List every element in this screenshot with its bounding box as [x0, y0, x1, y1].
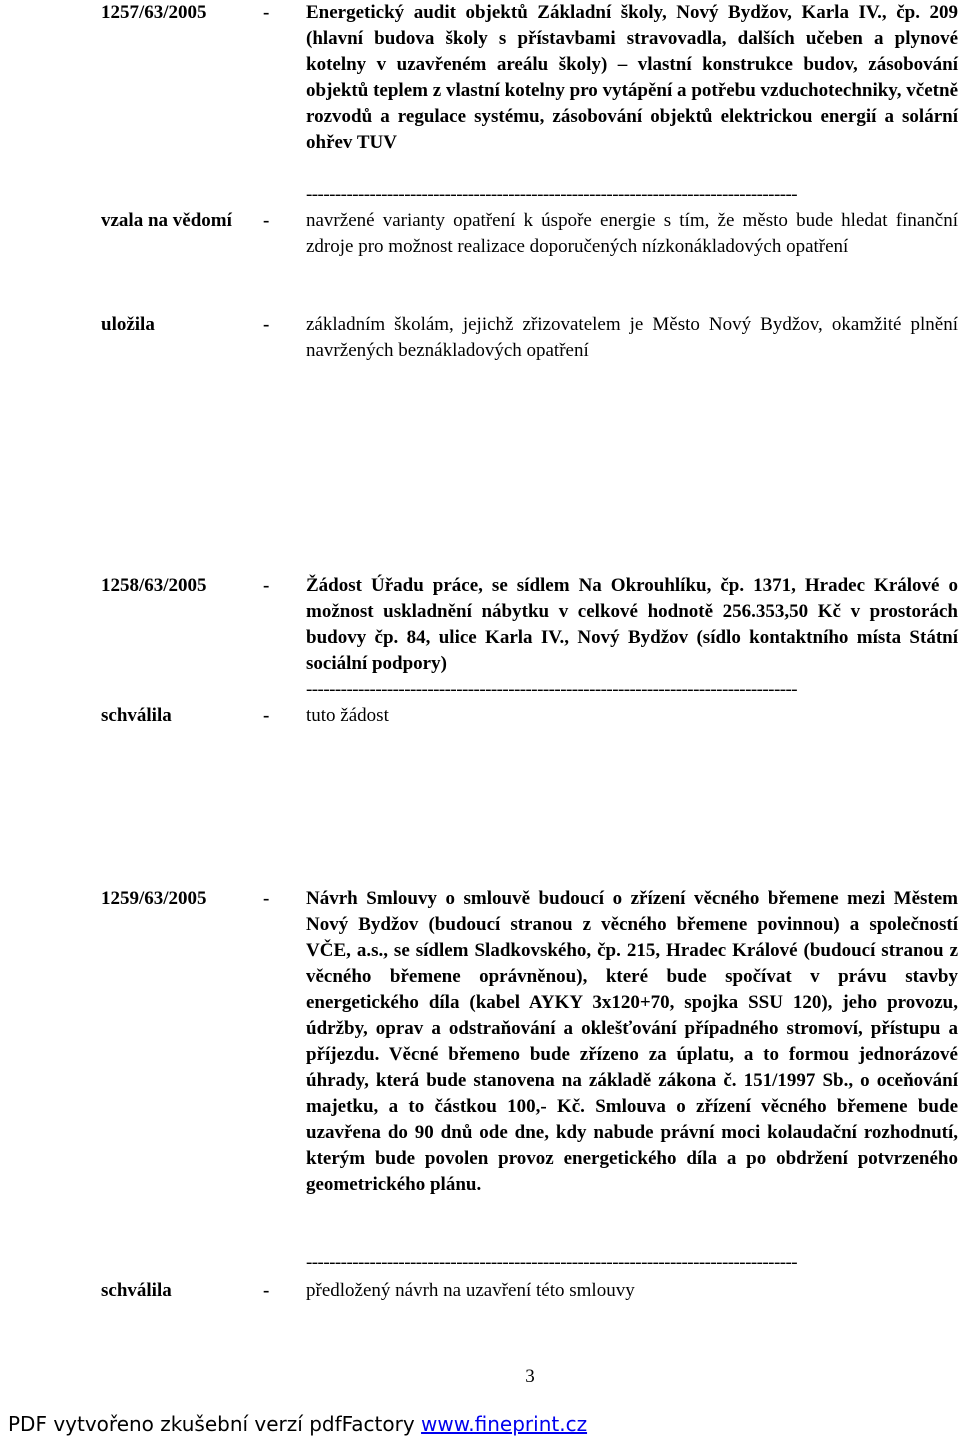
resolution-verb: uložila [101, 314, 155, 335]
entry-dash: - [263, 2, 270, 23]
entry-subject: Energetický audit objektů Základní školy, Nový Bydžov, Karla IV., čp. 209 (hlavní budova školy s přístavbami stravovadla, dalších učeben a plynové kotelny v uzavřeném areálu školy) – vlastní konstrukce budov, zásobování objektů teplem z vlastní kotelny pro vytápění a potřebu vzduchotechniky, včetně rozvodů a regulace systému, zásobování objektů elektrickou energií a solární ohřev TUV [306, 2, 958, 153]
separator-line: ------------------------------------------------------------------------------------- [306, 184, 798, 205]
entry-number: 1257/63/2005 [101, 2, 207, 23]
resolution-text: navržené varianty opatření k úspoře energie s tím, že město bude hledat finanční zdroje pro možnost realizace doporučených nízkonákladových opatření [306, 210, 958, 257]
resolution-dash: - [263, 314, 270, 335]
footer-text: PDF vytvořeno zkušební verzí pdfFactory [8, 1412, 422, 1436]
resolution-verb: schválila [101, 1280, 172, 1301]
resolution-text: tuto žádost [306, 705, 389, 726]
separator-line: ------------------------------------------------------------------------------------- [306, 1252, 798, 1273]
separator-line: ------------------------------------------------------------------------------------- [306, 679, 798, 700]
entry-number: 1259/63/2005 [101, 888, 207, 909]
entry-subject: Návrh Smlouvy o smlouvě budoucí o zřízení věcného břemene mezi Městem Nový Bydžov (budoucí stranou z věcného břemene povinnou) a společností VČE, a.s., se sídlem Sladkovského, čp. 215, Hradec Králové (budoucí stranou z věcného břemene oprávněnou), které bude spočívat v právu stavby energetického díla (kabel AYKY 3x120+70, spojka SSU 120), jeho provozu, údržby, oprav a odstraňování a oklešťování případného stromoví, přístupu a příjezdu. Věcné břemeno bude zřízeno za úplatu, a to formou jednorázové úhrady, která bude stanovena na základě zákona č. 151/1997 Sb., o oceňování majetku, a to částkou 100,- Kč. Smlouva o zřízení věcného břemene bude uzavřena do 90 dnů ode dne, kdy nabude právní moci kolaudační rozhodnutí, kterým bude povolen provoz energetického díla a po obdržení potvrzeného geometrického plánu. [306, 888, 958, 1195]
entry-subject: Žádost Úřadu práce, se sídlem Na Okrouhlíku, čp. 1371, Hradec Králové o možnost uskladnění nábytku v celkové hodnotě 256.353,50 Kč v prostorách budovy čp. 84, ulice Karla IV., Nový Bydžov (sídlo kontaktního místa Státní sociální podpory) [306, 575, 958, 674]
footer-watermark [8, 1412, 587, 1436]
entry-dash: - [263, 888, 270, 909]
resolution-dash: - [263, 705, 270, 726]
page-number: 3 [525, 1366, 535, 1387]
resolution-dash: - [263, 1280, 270, 1301]
resolution-verb: vzala na vědomí [101, 210, 232, 231]
resolution-text: předložený návrh na uzavření této smlouvy [306, 1280, 635, 1301]
footer-link[interactable]: www.fineprint.cz [421, 1412, 588, 1436]
entry-number: 1258/63/2005 [101, 575, 207, 596]
resolution-verb: schválila [101, 705, 172, 726]
resolution-dash: - [263, 210, 270, 231]
resolution-text: základním školám, jejichž zřizovatelem je Město Nový Bydžov, okamžité plnění navržených beznákladových opatření [306, 314, 958, 361]
entry-dash: - [263, 575, 270, 596]
